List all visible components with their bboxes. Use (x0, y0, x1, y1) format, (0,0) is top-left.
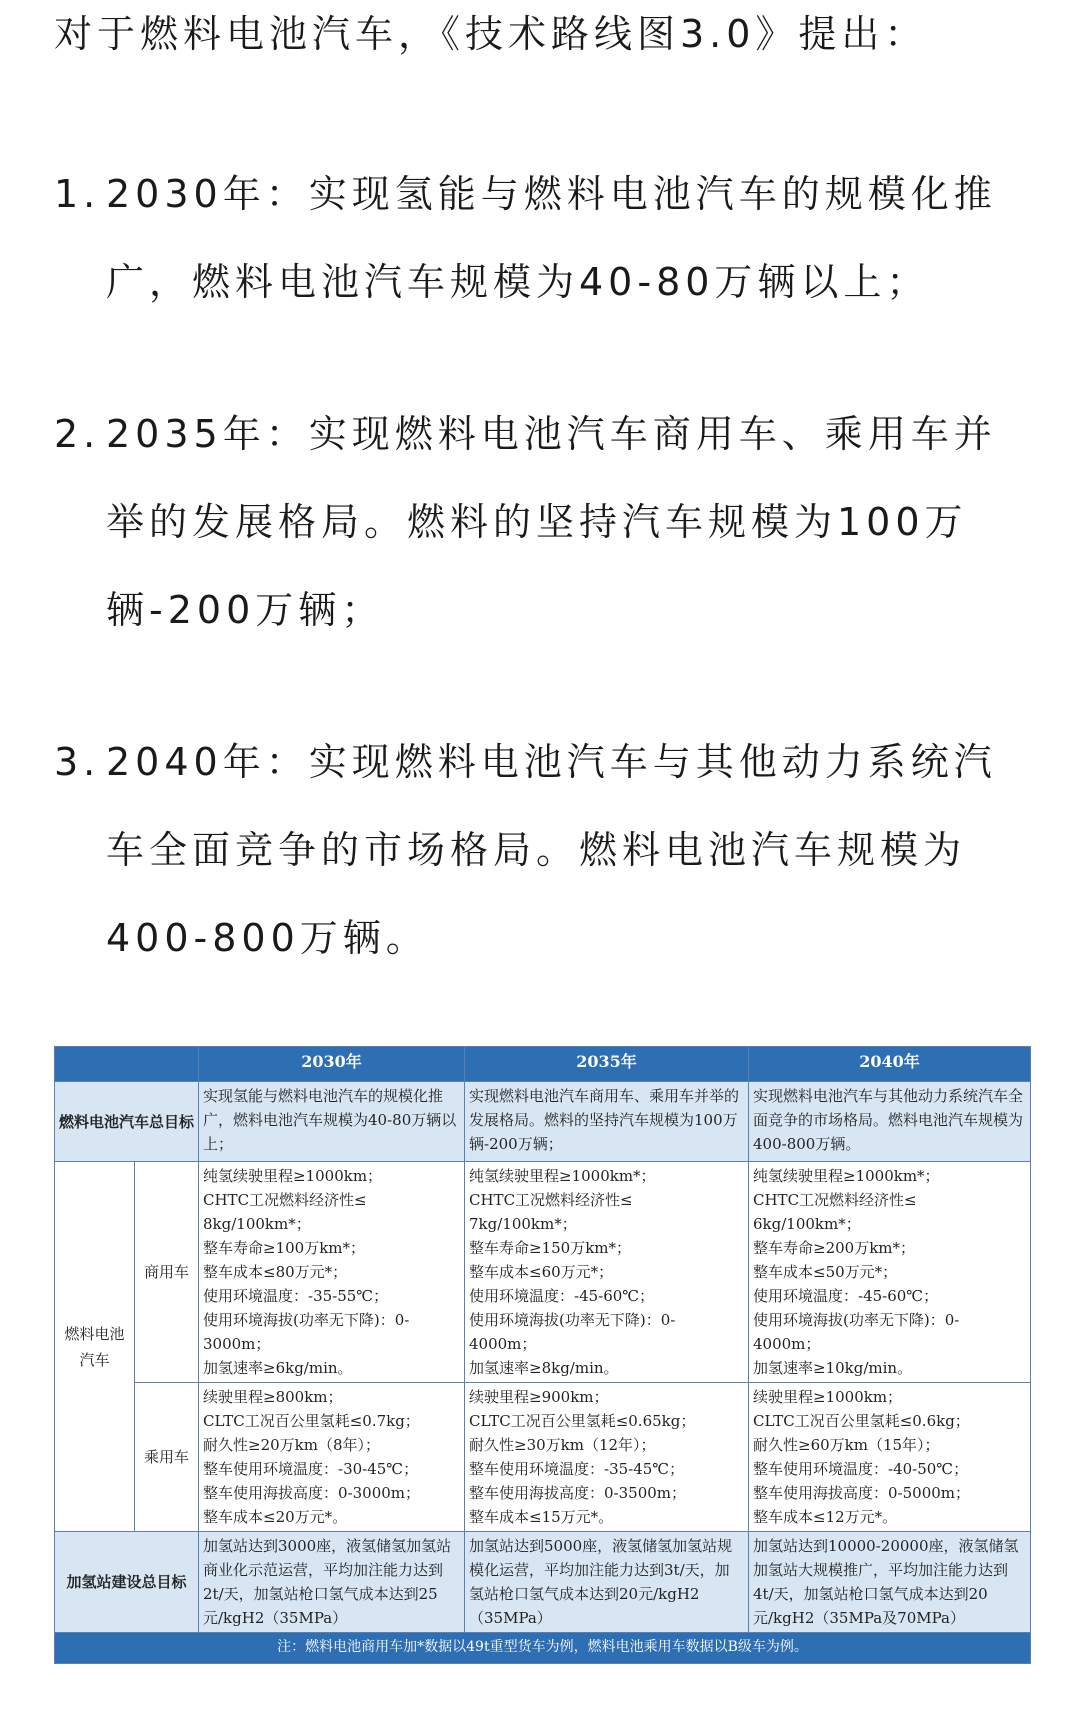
cell-line: 整车寿命≥100万km*； (203, 1239, 366, 1257)
cell-line: 续驶里程≥1000km； (753, 1388, 903, 1406)
cell-line: 4000m； (753, 1335, 821, 1353)
table-cell (199, 1383, 465, 1532)
cell-line: 整车成本≤12万元*。 (753, 1508, 898, 1526)
roadmap-table (54, 1046, 1031, 1664)
table-note-row (55, 1633, 1031, 1664)
list-number: 1. (54, 172, 101, 216)
cell-line: 加氢速率≥6kg/min。 (203, 1359, 353, 1377)
list-number: 2. (54, 412, 101, 456)
roadmap-table-image (54, 1046, 1030, 1664)
cell-line: CHTC工况燃料经济性≤ (203, 1191, 367, 1209)
cell-line: 6kg/100km*； (753, 1215, 861, 1233)
cell-line: 纯氢续驶里程≥1000km*； (469, 1167, 656, 1185)
table-row-passenger (55, 1383, 1031, 1532)
cell-line: 续驶里程≥900km； (469, 1388, 609, 1406)
cell-line: 4000m； (469, 1335, 537, 1353)
header-corner-cell (55, 1047, 199, 1082)
cell-line: 整车成本≤50万元*； (753, 1263, 898, 1281)
cell-line: 使用环境海拔(功率无下降)：0- (203, 1311, 410, 1329)
table-cell: 实现氢能与燃料电池汽车的规模化推广，燃料电池汽车规模为40-80万辆以上； (199, 1082, 465, 1162)
header-year-2040: 2040年 (749, 1047, 1031, 1082)
cell-line: 纯氢续驶里程≥1000km*； (753, 1167, 940, 1185)
list-item-text: 2030年：实现氢能与燃料电池汽车的规模化推广，燃料电池汽车规模为40-80万辆以上； (106, 172, 997, 304)
cell-line: 使用环境温度：-45-60℃； (753, 1287, 939, 1305)
cell-line: 耐久性≥60万km（15年）； (753, 1436, 940, 1454)
cell-line: 使用环境海拔(功率无下降)：0- (753, 1311, 960, 1329)
table-cell: 实现燃料电池汽车商用车、乘用车并举的发展格局。燃料的坚持汽车规模为100万辆-200万辆； (465, 1082, 749, 1162)
header-year-2030: 2030年 (199, 1047, 465, 1082)
cell-line: 整车成本≤15万元*。 (469, 1508, 614, 1526)
cell-line: CHTC工况燃料经济性≤ (753, 1191, 917, 1209)
table-header-row (55, 1047, 1031, 1082)
table-cell: 实现燃料电池汽车与其他动力系统汽车全面竞争的市场格局。燃料电池汽车规模为400-800万辆。 (749, 1082, 1031, 1162)
table-cell (199, 1162, 465, 1383)
cell-line: 加氢速率≥10kg/min。 (753, 1359, 913, 1377)
table-row-commercial (55, 1162, 1031, 1383)
cell-line: 整车成本≤60万元*； (469, 1263, 614, 1281)
table-footnote: 注：燃料电池商用车加*数据以49t重型货车为例，燃料电池乘用车数据以B级车为例。 (55, 1633, 1031, 1664)
cell-line: 整车使用海拔高度：0-3500m； (469, 1484, 687, 1502)
cell-line: 整车成本≤20万元*。 (203, 1508, 348, 1526)
cell-line: CLTC工况百公里氢耗≤0.65kg； (469, 1412, 696, 1430)
row-label-overall-goal: 燃料电池汽车总目标 (55, 1082, 199, 1162)
cell-line: 纯氢续驶里程≥1000km； (203, 1167, 383, 1185)
cell-line: 整车使用环境温度：-35-45℃； (469, 1460, 685, 1478)
row-label-commercial: 商用车 (135, 1162, 199, 1383)
cell-line: 耐久性≥20万km（8年）； (203, 1436, 381, 1454)
cell-line: 使用环境温度：-35-55℃； (203, 1287, 389, 1305)
cell-line: 整车使用环境温度：-40-50℃； (753, 1460, 969, 1478)
cell-line: CLTC工况百公里氢耗≤0.6kg； (753, 1412, 970, 1430)
row-label-fuel-cell-vehicle: 燃料电池汽车 (55, 1162, 135, 1532)
table-row-station-goal (55, 1532, 1031, 1633)
table-cell: 加氢站达到3000座，液氢储氢加氢站商业化示范运营，平均加注能力达到2t/天，加氢站枪口氢气成本达到25元/kgH2（35MPa） (199, 1532, 465, 1633)
table-row-overall-goal (55, 1082, 1031, 1162)
cell-line: 加氢速率≥8kg/min。 (469, 1359, 619, 1377)
cell-line: 整车使用环境温度：-30-45℃； (203, 1460, 419, 1478)
row-label-passenger: 乘用车 (135, 1383, 199, 1532)
cell-line: 使用环境海拔(功率无下降)：0- (469, 1311, 676, 1329)
cell-line: CHTC工况燃料经济性≤ (469, 1191, 633, 1209)
table-cell (749, 1383, 1031, 1532)
row-label-station-goal: 加氢站建设总目标 (55, 1532, 199, 1633)
cell-line: CLTC工况百公里氢耗≤0.7kg； (203, 1412, 420, 1430)
header-year-2035: 2035年 (465, 1047, 749, 1082)
table-cell (465, 1383, 749, 1532)
table-cell (465, 1162, 749, 1383)
cell-line: 耐久性≥30万km（12年）； (469, 1436, 656, 1454)
cell-line: 使用环境温度：-45-60℃； (469, 1287, 655, 1305)
table-cell (749, 1162, 1031, 1383)
list-item-text: 2040年：实现燃料电池汽车与其他动力系统汽车全面竞争的市场格局。燃料电池汽车规模为400-800万辆。 (106, 740, 997, 960)
cell-line: 整车使用海拔高度：0-5000m； (753, 1484, 971, 1502)
intro-paragraph: 对于燃料电池汽车，《技术路线图3.0》提出： (54, 12, 928, 56)
table-cell: 加氢站达到10000-20000座，液氢储氢加氢站大规模推广，平均加注能力达到4t/天，加氢站枪口氢气成本达到20元/kgH2（35MPa及70MPa） (749, 1532, 1031, 1633)
cell-line: 整车成本≤80万元*； (203, 1263, 348, 1281)
cell-line: 整车寿命≥200万km*； (753, 1239, 916, 1257)
cell-line: 整车寿命≥150万km*； (469, 1239, 632, 1257)
cell-line: 整车使用海拔高度：0-3000m； (203, 1484, 421, 1502)
list-item-text: 2035年：实现燃料电池汽车商用车、乘用车并举的发展格局。燃料的坚持汽车规模为100万辆-200万辆； (106, 412, 997, 632)
table-cell: 加氢站达到5000座，液氢储氢加氢站规模化运营，平均加注能力达到3t/天，加氢站枪口氢气成本达到20元/kgH2（35MPa） (465, 1532, 749, 1633)
cell-line: 8kg/100km*； (203, 1215, 311, 1233)
cell-line: 续驶里程≥800km； (203, 1388, 343, 1406)
list-number: 3. (54, 740, 101, 784)
cell-line: 3000m； (203, 1335, 271, 1353)
cell-line: 7kg/100km*； (469, 1215, 577, 1233)
